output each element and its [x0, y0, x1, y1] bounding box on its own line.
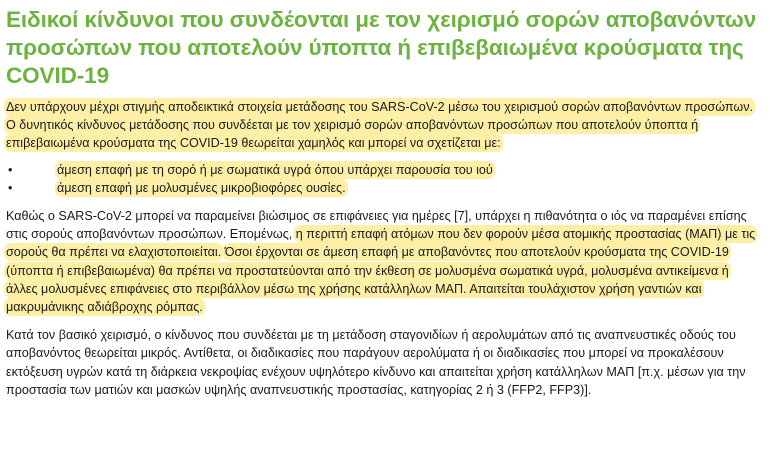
- aerosol-paragraph: Κατά τον βασικό χειρισμό, ο κίνδυνος που συνδέεται με τη μετάδοση σταγονιδίων ή αερολυμάτων από τις αναπνευστικές οδούς του αποβανόντος θεωρείται μικρός. Αντίθετα, οι διαδικασίες που παράγουν αερολύματα ή οι διαδικασίες που μπορεί να προκαλέσουν εκτόξευση υγρών κατά τη διάρκεια νεκροψίας ενέχουν υψηλότερο κίνδυνο και απαιτείται χρήση κατάλληλων ΜΑΠ [π.χ. μέσων για την προστασία των ματιών και μασκών υψηλής αναπνευστικής προστασίας, κατηγορίας 2 ή 3 (FFP2, FFP3)].: [6, 328, 746, 397]
- highlighted-text: Όσοι έρχονται σε άμεση επαφή με αποβανόντες που αποτελούν κρούσματα της COVID-19 (ύποπτα ή επιβεβαιωμένα) θα πρέπει να προστατεύονται από την έκθεση σε μολυσμένα σωματικά υγρά, μολυσμένα αντικείμενα ή άλλες μολυσμένες επιφάνειες στο περιβάλλον μέσω της χρήσης κατάλληλων ΜΑΠ. Απαιτείται τουλάχιστον χρήση γαντιών και μακρυμάνικης αδιάβροχης ρόμπας.: [6, 245, 729, 315]
- section-heading: Ειδικοί κίνδυνοι που συνδέονται με τον χειρισμό σορών αποβανόντων προσώπων που αποτελούν ύποπτα ή επιβεβαιωμένα κρούσματα της COVID-19: [6, 7, 757, 88]
- bullet-text: άμεση επαφή με τη σορό ή με σωματικά υγρά όπου υπάρχει παρουσία του ιού: [57, 162, 493, 177]
- paragraph-text: Καθώς ο SARS-CoV-2 μπορεί να παραμείνει βιώσιμος σε επιφάνειες για ημέρες [7], υπάρχει η πιθανότητα ο ιός να παραμένει επίσης στις σορούς αποβανόντων προσώπων.: [6, 209, 747, 242]
- highlighted-intro-text: Δεν υπάρχουν μέχρι στιγμής αποδεικτικά στοιχεία μετάδοσης του SARS-CoV-2 μέσω του χειρισμού σορών αποβανόντων προσώπων. Ο δυνητικός κίνδυνος μετάδοσης που συνδέεται με τον χειρισμό σορών αποβανόντων προσώπων που αποτελούν ύποπτα ή επιβεβαιωμένα κρούσματα της COVID-19 θεωρείται χαμηλός και μπορεί να σχετίζεται με:: [6, 100, 754, 151]
- document-page: [6, 6, 762, 399]
- risk-bullet-list: [6, 161, 762, 197]
- bullet-text: άμεση επαφή με μολυσμένες μικροβιοφόρες ουσίες.: [57, 180, 346, 195]
- bullet-icon: •: [8, 162, 13, 177]
- list-item: [6, 161, 762, 179]
- list-item: [6, 179, 762, 197]
- persistence-paragraph: [6, 207, 762, 316]
- paragraph-text: Επομένως,: [226, 227, 296, 242]
- highlighted-text: η περιττή επαφή ατόμων που δεν φορούν μέσα ατομικής προστασίας (ΜΑΠ) με τις σορούς θα πρέπει να ελαχιστοποιείται.: [6, 227, 756, 260]
- intro-paragraph: [6, 98, 762, 153]
- paragraph-spacer: [6, 316, 762, 326]
- bullet-icon: •: [8, 180, 13, 195]
